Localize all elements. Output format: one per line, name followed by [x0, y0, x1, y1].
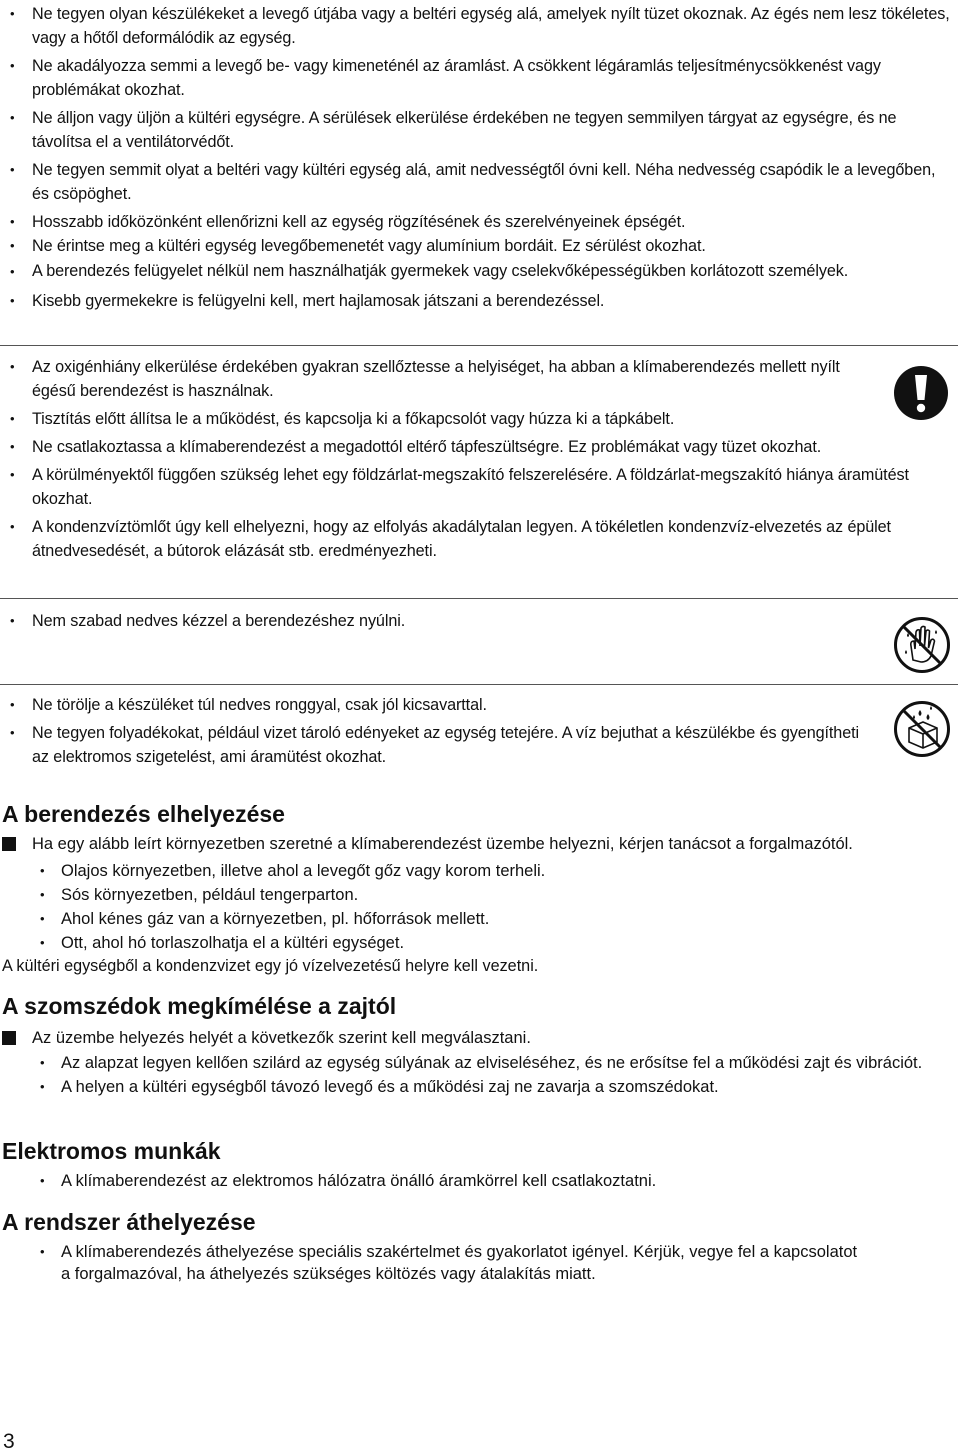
list-item: • Ahol kénes gáz van a környezetben, pl. hőforrások mellett. [0, 908, 950, 930]
warning-list-3 [0, 609, 860, 637]
list-item: • Ne tegyen folyadékokat, például vizet tároló edényeket az egység tetejére. A víz bejuthat a készülékbe és gyengítheti az elektromos szigetelést, ami áramütést okozhat. [0, 721, 870, 769]
section-title: A szomszédok megkímélése a zajtól [2, 993, 397, 1019]
warning-list-1 [0, 2, 952, 317]
list-item: • A klímaberendezést az elektromos hálózatra önálló áramkörrel kell csatlakoztatni. [0, 1170, 950, 1192]
intro-line [0, 832, 952, 856]
placement-list [0, 860, 950, 956]
section-divider [0, 684, 958, 685]
section-title: A berendezés elhelyezése [2, 801, 285, 827]
list-item: • Hosszabb időközönként ellenőrizni kell az egység rögzítésének és szerelvényeinek épségét. [0, 210, 952, 234]
section-title: A rendszer áthelyezése [2, 1209, 256, 1235]
section-title: Elektromos munkák [2, 1138, 221, 1164]
list-item: • Ne érintse meg a kültéri egység levegőbemenetét vagy alumínium bordáit. Ez sérülést okozhat. [0, 234, 952, 258]
list-item: • Ne akadályozza semmi a levegő be- vagy kimeneténél az áramlást. A csökkent légáramlás teljesítménycsökkenést vagy problémákat okozhat. [0, 54, 952, 102]
list-item: • Az oxigénhiány elkerülése érdekében gyakran szellőztesse a helyiséget, ha abban a klímaberendezés mellett nyílt égésű berendezést is használnak. [0, 355, 860, 403]
list-item: • A helyen a kültéri egységből távozó levegő és a működési zaj ne zavarja a szomszédokat. [0, 1076, 950, 1098]
list-item: • Nem szabad nedves kézzel a berendezéshez nyúlni. [0, 609, 860, 633]
list-item: • A klímaberendezés áthelyezése speciális szakértelmet és gyakorlatot igényel. Kérjük, vegye fel a kapcsolatot a forgalmazóval, ha áthelyezés szükséges költözés vagy átalakítás miatt. [0, 1241, 900, 1285]
intro-text: Ha egy alább leírt környezetben szeretné a klímaberendezést üzembe helyezni, kérjen tanácsot a forgalmazótól. [32, 835, 853, 853]
relocation-list [0, 1241, 900, 1287]
list-item: • Tisztítás előtt állítsa le a működést, és kapcsolja ki a főkapcsolót vagy húzza ki a tápkábelt. [0, 407, 860, 431]
list-item: • Az alapzat legyen kellően szilárd az egység súlyának az elviseléséhez, és ne erősítse fel a működési zajt és vibrációt. [0, 1052, 950, 1074]
section-divider [0, 345, 958, 346]
intro-text: Az üzembe helyezés helyét a következők szerint kell megválasztani. [32, 1029, 531, 1047]
list-item: • Ne álljon vagy üljön a kültéri egységre. A sérülések elkerülése érdekében ne tegyen semmilyen tárgyat az egységre, és ne távolítsa el a ventilátorvédőt. [0, 106, 952, 154]
placement-note: A kültéri egységből a kondenzvizet egy jó vízelvezetésű helyre kell vezetni. [2, 957, 539, 975]
square-bullet-icon [2, 837, 16, 851]
warning-list-4 [0, 693, 870, 773]
list-item: • A berendezés felügyelet nélkül nem használhatják gyermekek vagy cselekvőképességükben korlátozott személyek. [0, 258, 952, 285]
list-item: • Ne törölje a készüléket túl nedves ronggyal, csak jól kicsavarttal. [0, 693, 870, 717]
list-item: • Ne tegyen olyan készülékeket a levegő útjába vagy a beltéri egység alá, amelyek nyílt tüzet okoznak. Az égés nem lesz tökéletes, vagy a hőtől deformálódik az egység. [0, 2, 952, 50]
square-bullet-icon [2, 1031, 16, 1045]
no-water-icon [893, 700, 951, 758]
no-wet-hands-icon [893, 616, 951, 674]
list-item: • A körülményektől függően szükség lehet egy földzárlat-megszakító felszerelésére. A földzárlat-megszakító hiánya áramütést okozhat. [0, 463, 932, 511]
intro-line [0, 1026, 952, 1050]
list-item: • Ne csatlakoztassa a klímaberendezést a megadottól eltérő tápfeszültségre. Ez problémákat vagy tüzet okozhat. [0, 435, 860, 459]
electrical-list [0, 1170, 950, 1194]
list-item: • Kisebb gyermekekre is felügyelni kell, mert hajlamosak játszani a berendezéssel. [0, 289, 952, 313]
list-item: • Sós környezetben, például tengerparton. [0, 884, 950, 906]
list-item: • Ne tegyen semmit olyat a beltéri vagy kültéri egység alá, amit nedvességtől óvni kell. Néha nedvesség csapódik le a levegőben, és csöpöghet. [0, 158, 952, 206]
list-item: • A kondenzvíztömlőt úgy kell elhelyezni, hogy az elfolyás akadálytalan legyen. A tökéletlen kondenzvíz-elvezetés az épület átnedvesedését, a bútorok elázását stb. eredményezheti. [0, 515, 932, 563]
list-item: • Ott, ahol hó torlaszolhatja el a kültéri egységet. [0, 932, 950, 954]
page-number: 3 [3, 1430, 15, 1453]
warning-list-2 [0, 355, 909, 567]
section-divider [0, 598, 958, 599]
exclamation-icon [893, 365, 949, 421]
noise-list [0, 1052, 950, 1100]
list-item: • Olajos környezetben, illetve ahol a levegőt gőz vagy korom terheli. [0, 860, 950, 882]
